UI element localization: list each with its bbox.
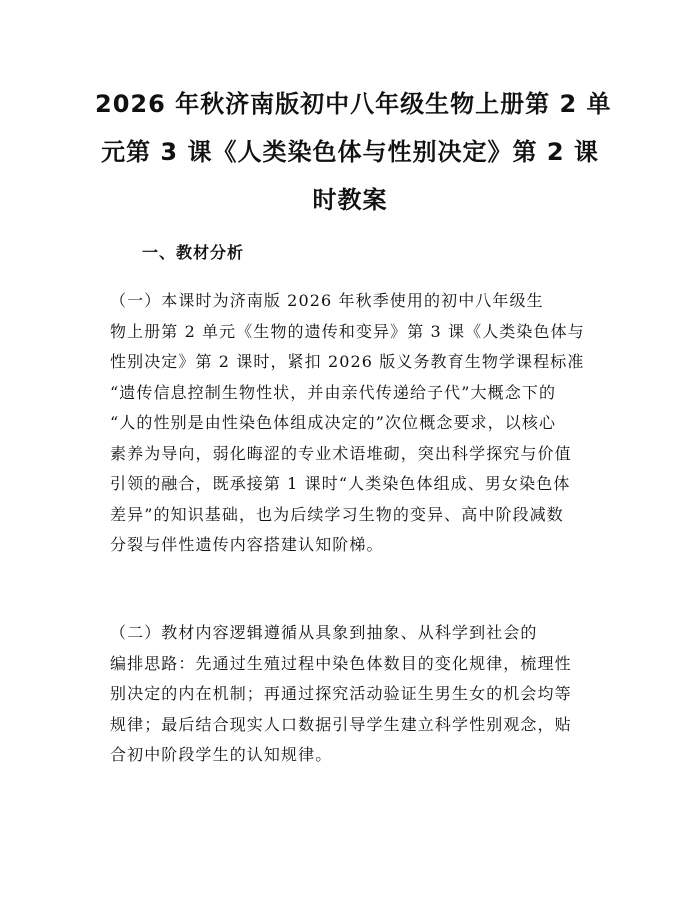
paragraph-line: “遗传信息控制生物性状，并由亲代传递给子代”大概念下的 <box>110 382 557 402</box>
paragraph-line: 性别决定》第 2 课时，紧扣 2026 版义务教育生物学课程标准 <box>110 352 585 371</box>
paragraph-line: 编排思路：先通过生殖过程中染色体数目的变化规律，梳理性 <box>110 653 572 673</box>
paragraph-line: （一）本课时为济南版 2026 年秋季使用的初中八年级生 <box>110 291 544 310</box>
paragraph-line: “人的性别是由性染色体组成决定的”次位概念要求，以核心 <box>110 413 557 432</box>
paragraph-line: （二）教材内容逻辑遵循从具象到抽象、从科学到社会的 <box>110 623 538 642</box>
paragraph-line: 别决定的内在机制；再通过探究活动验证生男生女的机会均等 <box>110 684 572 703</box>
title-line: 时教案 <box>312 186 388 214</box>
paragraph-line: 分裂与伴性遗传内容搭建认知阶梯。 <box>110 535 384 554</box>
title-line: 元第 3 课《人类染色体与性别决定》第 2 课 <box>101 138 599 166</box>
paragraph-line: 物上册第 2 单元《生物的遗传和变异》第 3 课《人类染色体与 <box>110 321 585 341</box>
title-line: 2026 年秋济南版初中八年级生物上册第 2 单 <box>95 90 612 118</box>
paragraph-line: 规律；最后结合现实人口数据引导学生建立科学性别观念，贴 <box>110 714 572 734</box>
paragraph-textbook-positioning <box>110 286 585 561</box>
document-title <box>95 80 612 224</box>
section-heading: 一、教材分析 <box>142 243 245 262</box>
paragraph-line: 合初中阶段学生的认知规律。 <box>110 745 333 764</box>
paragraph-content-logic <box>110 618 572 771</box>
paragraph-line: 引领的融合，既承接第 1 课时“人类染色体组成、男女染色体 <box>110 474 571 493</box>
paragraph-line: 差异”的知识基础，也为后续学习生物的变异、高中阶段减数 <box>110 504 564 524</box>
paragraph-line: 素养为导向，弱化晦涩的专业术语堆砌，突出科学探究与价值 <box>110 443 572 463</box>
